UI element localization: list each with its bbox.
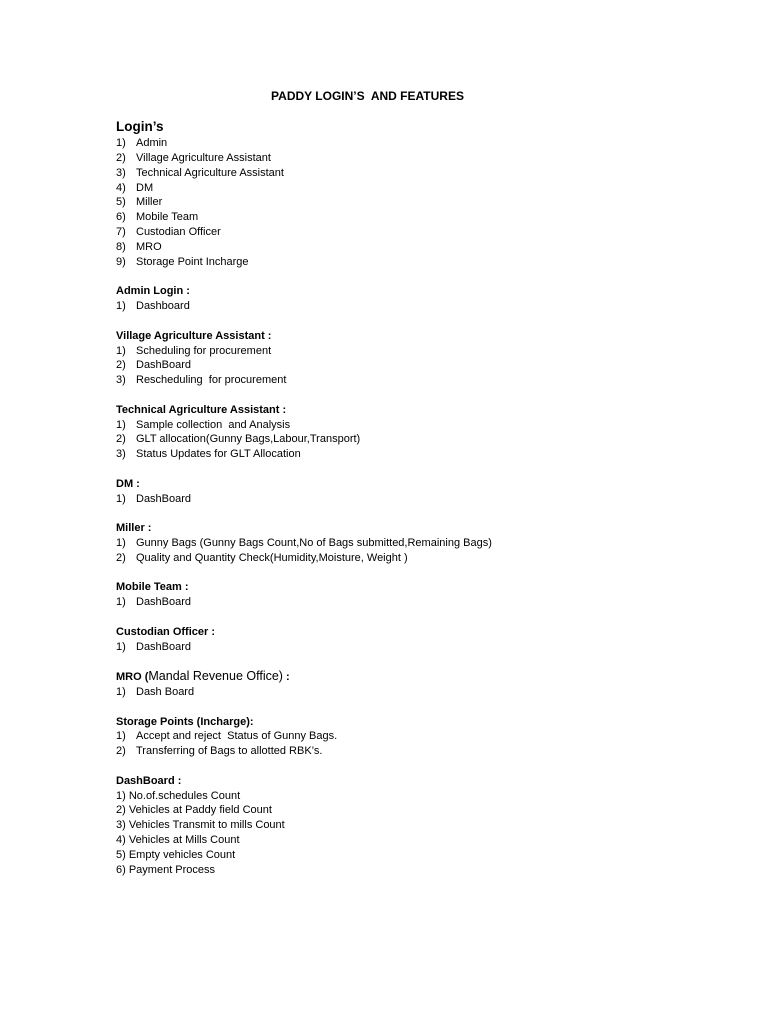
item-text: Gunny Bags (Gunny Bags Count,No of Bags submitted,Remaining Bags) xyxy=(136,537,492,549)
section-heading: Storage Points (Incharge): xyxy=(116,715,254,728)
item-number: 5) xyxy=(116,196,126,209)
list-item xyxy=(116,418,716,433)
list-item xyxy=(116,373,716,388)
list-item xyxy=(116,536,716,551)
dashboard-list xyxy=(116,789,716,878)
list-item: 5) Empty vehicles Count xyxy=(116,848,236,861)
item-text: Dash Board xyxy=(136,685,195,698)
list-item xyxy=(116,136,716,151)
section-heading: DashBoard : xyxy=(116,774,182,787)
list-item xyxy=(116,151,716,166)
mro-heading-suffix: : xyxy=(282,671,290,684)
list-item xyxy=(116,432,716,447)
item-text: MRO xyxy=(136,240,162,253)
list-item xyxy=(116,240,716,255)
list-item xyxy=(116,255,716,270)
list-item: 3) Vehicles Transmit to mills Count xyxy=(116,819,285,832)
list-item xyxy=(116,181,716,196)
item-text: Status Updates for GLT Allocation xyxy=(136,448,301,461)
storage-section xyxy=(116,715,716,760)
list-item xyxy=(116,344,716,359)
list-item xyxy=(116,492,716,507)
document-body xyxy=(116,118,716,878)
logins-heading: Login’s xyxy=(116,119,164,134)
item-text: Transferring of Bags to allotted RBK’s. xyxy=(136,745,323,758)
item-text: Admin xyxy=(136,137,168,149)
item-number: 1) xyxy=(116,730,126,743)
mobile-team-section xyxy=(116,580,716,610)
feature-list xyxy=(116,729,716,759)
item-number: 6) xyxy=(116,211,126,224)
taa-section xyxy=(116,403,716,462)
item-text: Miller xyxy=(136,196,163,209)
item-number: 2) xyxy=(116,551,126,564)
item-text: Custodian Officer xyxy=(136,226,221,239)
item-number: 1) xyxy=(116,137,126,149)
mro-heading-prefix: MRO ( xyxy=(116,671,149,684)
item-number: 1) xyxy=(116,344,126,357)
item-text: DashBoard xyxy=(136,492,192,505)
item-number: 2) xyxy=(116,151,126,164)
section-heading: DM : xyxy=(116,477,140,490)
list-item xyxy=(116,210,716,225)
item-text: Sample collection and Analysis xyxy=(136,418,291,431)
item-text: Storage Point Incharge xyxy=(136,255,249,268)
item-number: 7) xyxy=(116,226,126,239)
logins-list xyxy=(116,136,716,270)
list-item xyxy=(116,551,716,566)
list-item xyxy=(116,447,716,462)
item-text: Village Agriculture Assistant xyxy=(136,151,271,164)
item-text: Scheduling for procurement xyxy=(136,344,272,357)
item-text: Quality and Quantity Check(Humidity,Moisture, Weight ) xyxy=(136,551,408,564)
list-item xyxy=(116,166,716,181)
list-item xyxy=(116,195,716,210)
list-item xyxy=(116,595,716,610)
section-heading: Miller : xyxy=(116,522,152,535)
item-text: Dashboard xyxy=(136,300,190,313)
feature-list xyxy=(116,492,716,507)
item-text: DashBoard xyxy=(136,596,192,609)
item-text: DM xyxy=(136,181,154,194)
list-item: 2) Vehicles at Paddy field Count xyxy=(116,804,272,817)
item-number: 1) xyxy=(116,300,126,313)
section-heading: Technical Agriculture Assistant : xyxy=(116,403,287,416)
document-title: PADDY LOGIN’S AND FEATURES xyxy=(271,89,464,103)
item-number: 1) xyxy=(116,596,126,609)
item-text: Accept and reject Status of Gunny Bags. xyxy=(136,730,338,743)
feature-list xyxy=(116,685,716,700)
item-number: 1) xyxy=(116,418,126,431)
logins-section xyxy=(116,118,716,270)
feature-list xyxy=(116,640,716,655)
item-number: 3) xyxy=(116,374,126,387)
admin-login-section xyxy=(116,284,716,314)
vaa-section xyxy=(116,329,716,388)
list-item xyxy=(116,744,716,759)
feature-list xyxy=(116,595,716,610)
list-item xyxy=(116,299,716,314)
miller-section xyxy=(116,521,716,566)
item-text: DashBoard xyxy=(136,640,192,653)
item-number: 4) xyxy=(116,181,126,194)
list-item: 6) Payment Process xyxy=(116,863,216,876)
list-item xyxy=(116,729,716,744)
section-heading: Custodian Officer : xyxy=(116,625,216,638)
item-number: 1) xyxy=(116,685,126,698)
list-item xyxy=(116,640,716,655)
section-heading xyxy=(116,669,716,685)
list-item: 1) No.of.schedules Count xyxy=(116,789,241,802)
dashboard-section xyxy=(116,774,716,878)
item-text: Technical Agriculture Assistant xyxy=(136,166,284,179)
item-text: Rescheduling for procurement xyxy=(136,374,287,387)
list-item: 4) Vehicles at Mills Count xyxy=(116,834,240,847)
section-heading: Admin Login : xyxy=(116,285,190,298)
mro-section xyxy=(116,669,716,700)
item-number: 3) xyxy=(116,166,126,179)
dm-section xyxy=(116,477,716,507)
item-number: 1) xyxy=(116,537,126,549)
item-number: 8) xyxy=(116,240,126,253)
item-number: 2) xyxy=(116,433,126,446)
custodian-section xyxy=(116,625,716,655)
feature-list xyxy=(116,536,716,566)
list-item xyxy=(116,225,716,240)
item-number: 2) xyxy=(116,745,126,758)
feature-list xyxy=(116,299,716,314)
item-text: Mobile Team xyxy=(136,211,199,224)
item-text: GLT allocation(Gunny Bags,Labour,Transport) xyxy=(136,433,361,446)
feature-list xyxy=(116,418,716,463)
section-heading: Village Agriculture Assistant : xyxy=(116,329,272,342)
item-number: 1) xyxy=(116,640,126,653)
feature-list xyxy=(116,344,716,389)
section-heading: Mobile Team : xyxy=(116,581,189,594)
item-number: 9) xyxy=(116,255,126,268)
item-number: 1) xyxy=(116,492,126,505)
mro-heading-note: Mandal Revenue Office) xyxy=(148,669,283,684)
item-number: 2) xyxy=(116,359,126,372)
item-number: 3) xyxy=(116,448,126,461)
item-text: DashBoard xyxy=(136,359,192,372)
list-item xyxy=(116,358,716,373)
list-item xyxy=(116,685,716,700)
